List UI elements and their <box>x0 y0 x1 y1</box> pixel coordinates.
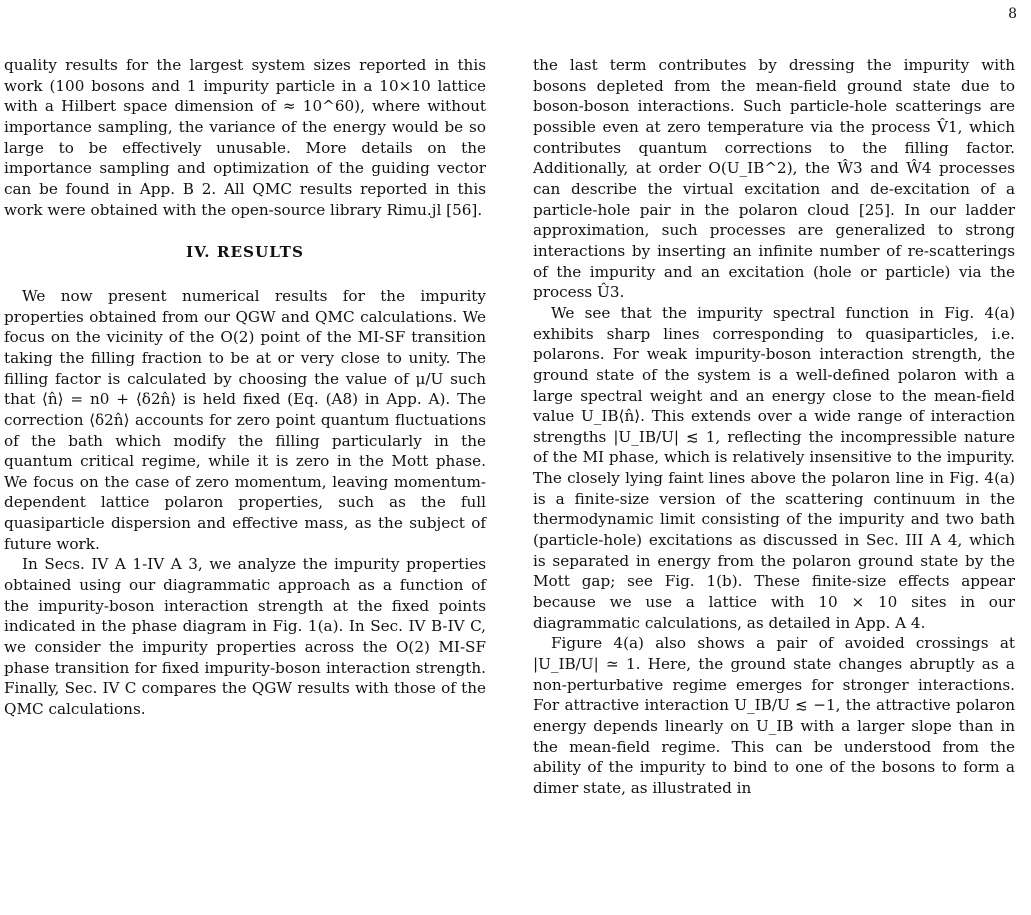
right-paragraph-3: Figure 4(a) also shows a pair of avoided crossings at |U_IB/U| ≃ 1. Here, the ground state changes abruptly as a non-perturbative regime emerges for stronger interactions. For attractive interaction U_IB/U ≲ −1, the attractive polaron energy depends linearly on U_IB with a larger slope than in the mean-field regime. This can be understood from the ability of the impurity to bind to one of the bosons to form a dimer state, as illustrated in <box>533 634 1015 797</box>
right-column <box>533 55 1015 799</box>
left-paragraph-1: quality results for the largest system sizes reported in this work (100 bosons and 1 impurity particle in a 10×10 lattice with a Hilbert space dimension of ≈ 10^60), where without importance sampling, the variance of the energy would be so large to be effectively unusable. More details on the importance sampling and optimization of the guiding vector can be found in App. B 2. All QMC results reported in this work were obtained with the open-source library Rimu.jl [56]. <box>4 56 486 219</box>
left-paragraph-2: We now present numerical results for the impurity properties obtained from our QGW and QMC calculations. We focus on the vicinity of the O(2) point of the MI-SF transition taking the filling fraction to be at or very close to unity. The filling factor is calculated by choosing the value of μ/U such that ⟨n̂⟩ = n0 + ⟨δ2n̂⟩ is held fixed (Eq. (A8) in App. A). The correction ⟨δ2n̂⟩ accounts for zero point quantum fluctuations of the bath which modify the filling particularly in the quantum critical regime, while it is zero in the Mott phase. We focus on the case of zero momentum, leaving momentum-dependent lattice polaron properties, such as the full quasiparticle dispersion and effective mass, as the subject of future work. <box>4 286 486 553</box>
left-column <box>4 55 486 720</box>
left-paragraph-3: In Secs. IV A 1-IV A 3, we analyze the impurity properties obtained using our diagrammatic approach as a function of the impurity-boson interaction strength at the fixed points indicated in the phase diagram in Fig. 1(a). In Sec. IV B-IV C, we consider the impurity properties across the O(2) MI-SF phase transition for fixed impurity-boson interaction strength. Finally, Sec. IV C compares the QGW results with those of the QMC calculations. <box>4 555 486 719</box>
page-number: 8 <box>1008 6 1017 22</box>
right-paragraph-1: the last term contributes by dressing the impurity with bosons depleted from the mean-field ground state due to boson-boson interactions. Such particle-hole scatterings are possible even at zero temperature via the process V̂1, which contributes quantum corrections to the filling factor. Additionally, at order O(U_IB^2), the Ŵ3 and Ŵ4 processes can describe the virtual excitation and de-excitation of a particle-hole pair in the polaron cloud [25]. In our ladder approximation, such processes are generalized to strong interactions by inserting an infinite number of re-scatterings of the impurity and an excitation (hole or particle) via the process Û3. <box>533 56 1015 302</box>
section-heading: IV. RESULTS <box>186 243 304 262</box>
right-paragraph-2: We see that the impurity spectral function in Fig. 4(a) exhibits sharp lines corresponding to quasiparticles, i.e. polarons. For weak impurity-boson interaction strength, the ground state of the system is a well-defined polaron with a large spectral weight and an energy close to the mean-field value U_IB⟨n̂⟩. This extends over a wide range of interaction strengths |U_IB/U| ≲ 1, reflecting the incompressible nature of the MI phase, which is relatively insensitive to the impurity. The closely lying faint lines above the polaron line in Fig. 4(a) is a finite-size version of the scattering continuum in the thermodynamic limit consisting of the impurity and two bath (particle-hole) excitations as discussed in Sec. III A 4, which is separated in energy from the polaron ground state by the Mott gap; see Fig. 1(b). These finite-size effects appear because we use a lattice with 10 × 10 sites in our diagrammatic calculations, as detailed in App. A 4. <box>533 303 1015 632</box>
